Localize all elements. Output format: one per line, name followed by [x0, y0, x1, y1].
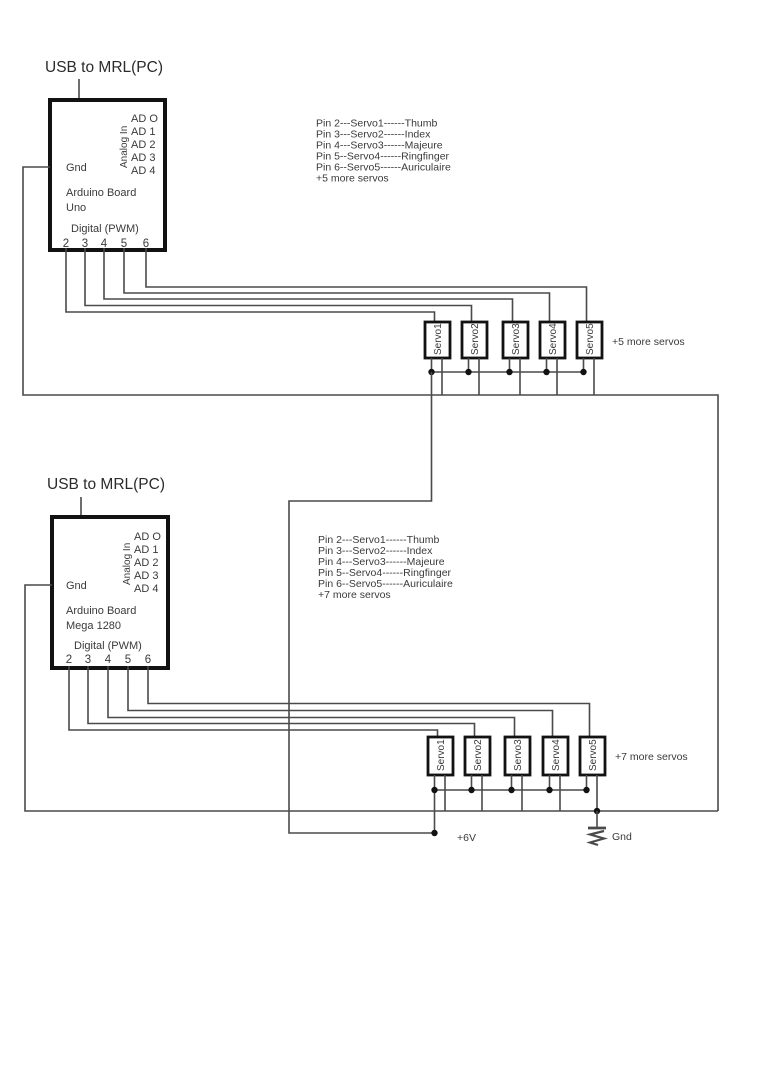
servo3-label: Servo3	[513, 739, 524, 771]
wire-uno-pin4-servo3	[104, 248, 513, 322]
wire-uno-pin3-servo2	[85, 248, 472, 322]
annotation-line: Pin 4---Servo3------Majeure	[318, 556, 445, 568]
junction-dot	[431, 830, 437, 836]
servo2-label: Servo2	[470, 323, 481, 355]
wire-mega-pin2-servo1	[69, 666, 438, 737]
wire-mega-pin6-servo5	[148, 666, 590, 737]
uno-analog-pin-ad0: AD O	[131, 113, 158, 125]
more-servos-label: +5 more servos	[612, 336, 685, 348]
annotation-line: Pin 5--Servo4------Ringfinger	[316, 150, 450, 163]
servo4-label: Servo4	[548, 323, 559, 355]
uno-gnd-label: Gnd	[66, 162, 87, 174]
junction-dot	[546, 787, 552, 793]
junction-dot	[468, 787, 474, 793]
power-feed-wire	[289, 372, 435, 833]
uno-usb-label: USB to MRL(PC)	[45, 59, 163, 76]
annotation-line: Pin 5--Servo4------Ringfinger	[318, 567, 452, 579]
mega-analog-group-label: Analog In	[122, 542, 133, 585]
uno-analog-pin-ad3: AD 3	[131, 152, 156, 164]
annotation-line: Pin 3---Servo2------Index	[316, 128, 431, 141]
servo1-label: Servo1	[436, 739, 447, 771]
servo4-label: Servo4	[551, 739, 562, 771]
annotation-line: Pin 4---Servo3------Majeure	[316, 139, 443, 152]
wire-uno-pin2-servo1	[66, 248, 435, 322]
uno-pin6-label: 6	[142, 238, 150, 250]
junction-dot	[543, 369, 549, 375]
wire-mega-pin5-servo4	[128, 666, 553, 737]
annotation-line: +5 more servos	[316, 172, 389, 185]
uno-pin5-label: 5	[120, 238, 128, 250]
servo5-label: Servo5	[588, 739, 599, 771]
ground-label: Gnd	[612, 831, 632, 843]
mega-analog-pin-ad3: AD 3	[134, 570, 159, 582]
uno-analog-pin-ad4: AD 4	[131, 165, 156, 177]
annotation-line: Pin 2---Servo1------Thumb	[318, 534, 440, 546]
mega-annotation-block	[318, 534, 453, 601]
servo5-label: Servo5	[585, 323, 596, 355]
power-supply-label: +6V	[457, 832, 476, 844]
servo2-label: Servo2	[473, 739, 484, 771]
annotation-line: +7 more servos	[318, 589, 391, 601]
more-servos-label: +7 more servos	[615, 751, 688, 763]
annotation-line: Pin 6--Servo5------Auriculaire	[318, 578, 453, 590]
ground-symbol-zigzag-icon	[590, 831, 604, 845]
mega-name-line2: Mega 1280	[66, 620, 122, 632]
servo-row-2	[428, 737, 688, 833]
uno-name-line2: Uno	[66, 202, 87, 214]
mega-pin4-label: 4	[104, 654, 112, 666]
annotation-line: Pin 2---Servo1------Thumb	[316, 117, 438, 130]
mega-pin3-label: 3	[84, 654, 92, 666]
mega-analog-pin-ad2: AD 2	[134, 557, 159, 569]
uno-analog-pin-ad1: AD 1	[131, 126, 156, 138]
annotation-line: Pin 3---Servo2------Index	[318, 545, 433, 557]
mega-analog-pin-ad4: AD 4	[134, 583, 159, 595]
junction-dot	[580, 369, 586, 375]
mega-pin2-label: 2	[65, 654, 73, 666]
mega-analog-pin-ad1: AD 1	[134, 544, 159, 556]
mega-gnd-label: Gnd	[66, 580, 87, 592]
wire-uno-pin5-servo4	[124, 248, 550, 322]
power-supply-node	[431, 830, 476, 844]
servo1-label: Servo1	[433, 323, 444, 355]
uno-pin3-label: 3	[81, 238, 89, 250]
mega-analog-pin-ad0: AD O	[134, 531, 161, 543]
uno-name-line1: Arduino Board	[66, 187, 137, 199]
wire-uno-pin6-servo5	[146, 248, 587, 322]
wire-mega-pin3-servo2	[88, 666, 475, 737]
mega-usb-label: USB to MRL(PC)	[47, 476, 165, 493]
junction-dot	[465, 369, 471, 375]
mega-digital-group-label: Digital (PWM)	[74, 640, 142, 652]
uno-pin2-label: 2	[62, 238, 70, 250]
mega-pin6-label: 6	[144, 654, 152, 666]
junction-dot	[583, 787, 589, 793]
uno-analog-pin-ad2: AD 2	[131, 139, 156, 151]
annotation-line: Pin 6--Servo5------Auriculaire	[316, 161, 451, 174]
servo3-label: Servo3	[511, 323, 522, 355]
uno-digital-group-label: Digital (PWM)	[71, 223, 139, 235]
servo-row-1	[425, 322, 685, 395]
uno-annotation-block	[316, 118, 451, 185]
wire-mega-pin4-servo3	[108, 666, 515, 737]
ground-node	[588, 808, 632, 845]
uno-analog-group-label: Analog In	[119, 125, 130, 168]
mega-name-line1: Arduino Board	[66, 605, 137, 617]
uno-pin4-label: 4	[100, 238, 108, 250]
junction-dot	[508, 787, 514, 793]
junction-dot	[506, 369, 512, 375]
junction-dot	[431, 787, 437, 793]
mega-pin5-label: 5	[124, 654, 132, 666]
